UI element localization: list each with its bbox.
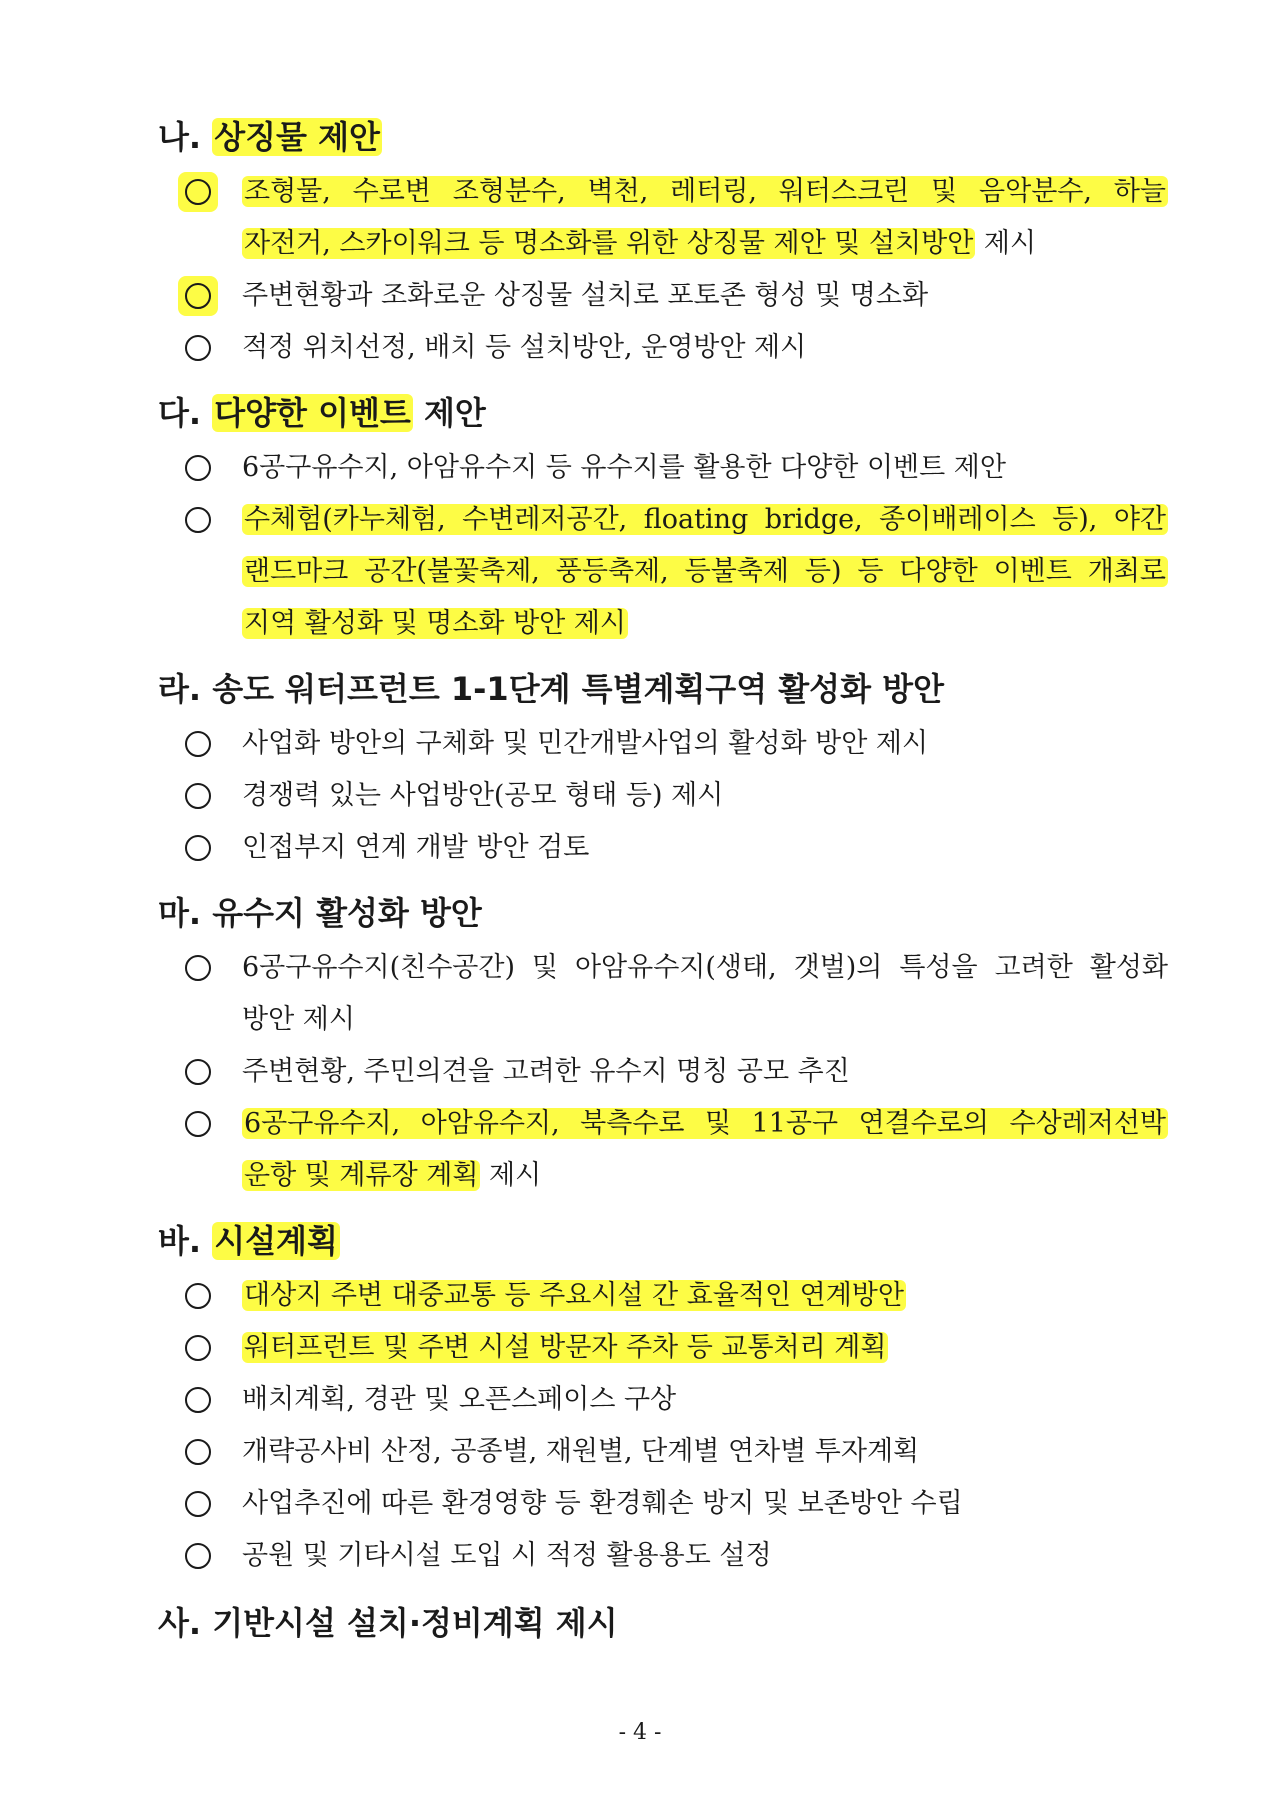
bullet-circle-icon	[178, 172, 218, 212]
section-da	[158, 390, 1168, 650]
heading-prefix: 나.	[158, 118, 213, 156]
item-line: 대상지 주변 대중교통 등 주요시설 간 효율적인 연계방안	[244, 1280, 904, 1311]
item-line: 지역 활성화 및 명소화 방안 제시	[244, 608, 626, 639]
list-item	[178, 942, 1168, 1046]
item-line: 주변현황, 주민의견을 고려한 유수지 명칭 공모 추진	[242, 1056, 850, 1087]
item-line: 사업추진에 따른 환경영향 등 환경훼손 방지 및 보존방안 수립	[242, 1488, 963, 1519]
bullet-circle-icon	[178, 1380, 218, 1420]
bullet-circle-icon	[178, 1536, 218, 1576]
bullet-circle-icon	[178, 1052, 218, 1092]
bullet-circle-icon	[178, 1432, 218, 1472]
list-item	[178, 1270, 1168, 1322]
bullet-circle-icon	[178, 500, 218, 540]
list-item	[178, 1098, 1168, 1202]
bullet-circle-icon	[178, 1484, 218, 1524]
list-item	[178, 442, 1168, 494]
item-line: 적정 위치선정, 배치 등 설치방안, 운영방안 제시	[242, 332, 807, 363]
page-number: - 4 -	[618, 1720, 662, 1745]
item-line: 자전거, 스카이워크 등 명소화를 위한 상징물 제안 및 설치방안 제시	[244, 228, 1037, 259]
section-heading	[158, 114, 1168, 160]
list-item	[178, 494, 1168, 650]
list-item	[178, 1426, 1168, 1478]
section-ba	[158, 1218, 1168, 1582]
item-line: 랜드마크 공간(불꽃축제, 풍등축제, 등불축제 등) 등 다양한 이벤트 개최로	[244, 556, 1166, 587]
item-line: 사업화 방안의 구체화 및 민간개발사업의 활성화 방안 제시	[242, 728, 929, 759]
list-item	[178, 1374, 1168, 1426]
bullet-circle-icon	[178, 948, 218, 988]
bullet-circle-icon	[178, 276, 218, 316]
item-line: 배치계획, 경관 및 오픈스페이스 구상	[242, 1384, 677, 1415]
item-line: 6공구유수지, 아암유수지, 북측수로 및 11공구 연결수로의 수상레저선박	[244, 1108, 1166, 1139]
list-item	[178, 770, 1168, 822]
item-line: 공원 및 기타시설 도입 시 적정 활용용도 설정	[242, 1540, 772, 1571]
section-sa	[158, 1600, 1168, 1652]
item-line: 운항 및 계류장 계획 제시	[244, 1160, 542, 1191]
section-na	[158, 114, 1168, 374]
item-line: 개략공사비 산정, 공종별, 재원별, 단계별 연차별 투자계획	[242, 1436, 920, 1467]
heading-title: 상징물 제안	[214, 118, 380, 156]
item-line: 워터프런트 및 주변 시설 방문자 주차 등 교통처리 계획	[244, 1332, 887, 1363]
section-heading: 사. 기반시설 설치·정비계획 제시	[158, 1604, 618, 1642]
section-heading: 마. 유수지 활성화 방안	[158, 894, 482, 932]
list-item	[178, 718, 1168, 770]
section-heading: 다. 다양한 이벤트 제안	[158, 394, 486, 432]
list-item	[178, 322, 1168, 374]
section-heading: 라. 송도 워터프런트 1-1단계 특별계획구역 활성화 방안	[158, 670, 944, 708]
list-item	[178, 1530, 1168, 1582]
list-item	[178, 1322, 1168, 1374]
list-item	[178, 822, 1168, 874]
item-line: 6공구유수지, 아암유수지 등 유수지를 활용한 다양한 이벤트 제안	[242, 452, 1006, 483]
bullet-circle-icon	[178, 448, 218, 488]
item-line: 조형물, 수로변 조형분수, 벽천, 레터링, 워터스크린 및 음악분수, 하늘	[244, 176, 1166, 207]
bullet-circle-icon	[178, 1104, 218, 1144]
list-item	[178, 166, 1168, 270]
bullet-circle-icon	[178, 1276, 218, 1316]
bullet-circle-icon	[178, 724, 218, 764]
item-line: 주변현황과 조화로운 상징물 설치로 포토존 형성 및 명소화	[242, 280, 929, 311]
item-line: 방안 제시	[242, 1004, 355, 1035]
list-item	[178, 270, 1168, 322]
section-heading: 바. 시설계획	[158, 1222, 338, 1260]
list-item	[178, 1046, 1168, 1098]
bullet-circle-icon	[178, 1328, 218, 1368]
item-line: 6공구유수지(친수공간) 및 아암유수지(생태, 갯벌)의 특성을 고려한 활성화	[242, 952, 1168, 983]
section-ra	[158, 666, 1168, 874]
item-line: 인접부지 연계 개발 방안 검토	[242, 832, 590, 863]
section-ma	[158, 890, 1168, 1202]
item-line: 경쟁력 있는 사업방안(공모 형태 등) 제시	[242, 780, 724, 811]
bullet-circle-icon	[178, 328, 218, 368]
list-item	[178, 1478, 1168, 1530]
item-line: 수체험(카누체험, 수변레저공간, floating bridge, 종이배레이스 등), 야간	[244, 504, 1166, 535]
bullet-circle-icon	[178, 828, 218, 868]
bullet-circle-icon	[178, 776, 218, 816]
